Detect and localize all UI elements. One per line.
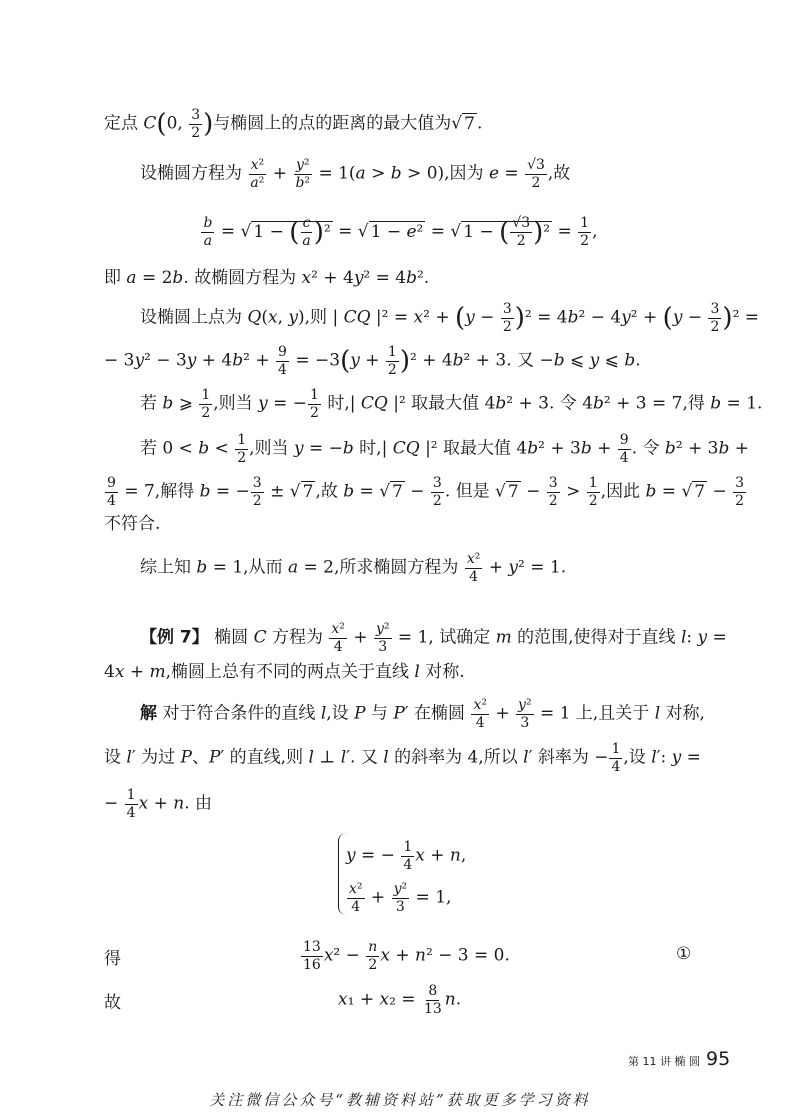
system-equation-2: $\frac{\text{x²}}{4}$ + $\frac{\text{y²}}{3}$ = 1, <box>349 881 452 915</box>
solution-label: 解 <box>140 703 157 724</box>
text-line-8: 若 0 < b < $\frac{1}{2}$ ,则当 y = −b 时,| CQ |² 取最大值 4b² + 3b + $\frac{9}{4}$ . 令 b² + 3b + <box>140 432 750 466</box>
example-7-statement: 【例 7】 椭圆 C 方程为 $\frac{\text{x²}}{4}$ + $\frac{\text{y²}}{3}$ = 1, 试确定 m 的范围,使得对于直线 l: y = <box>140 621 727 655</box>
text-line-4: 即 a = 2b. 故椭圆方程为 x² + 4y² = 4b². <box>104 268 430 288</box>
solution-line-1: 解 对于符合条件的直线 l,设 P 与 P′ 在椭圆 $\frac{\text{x²}}{4}$ + $\frac{\text{y²}}{3}$ = 1 上,且关于 l 对称, <box>140 697 705 731</box>
text-line-11: 综上知 b = 1,从而 a = 2,所求椭圆方程为 $\frac{\text{x²}}{4}$ + y² = 1. <box>140 551 567 585</box>
text-line-2: 设椭圆方程为 $\frac{\text{x²}}{\text{a²}}$ + $\frac{\text{y²}}{\text{b²}}$ = 1(a > b > 0),因为 e = $\frac{√3}{2}$ ,故 <box>140 157 571 191</box>
watermark-text: 关注微信公众号“教辅资料站”获取更多学习资料 <box>209 1091 591 1109</box>
solution-line-2: 设 l′ 为过 P、P′ 的直线,则 l ⊥ l′. 又 l 的斜率为 4,所以 l′ 斜率为 − $\frac{1}{4}$ ,设 l′: y = <box>104 741 701 775</box>
gu-label: 故 <box>104 993 121 1013</box>
text-line-6: − 3y² − 3y + 4b² + $\frac{9}{4}$ = −3(y + $\frac{1}{2}$ )² + 4b² + 3. 又 −b ⩽ y ⩽ b. <box>104 344 641 378</box>
text-line-7: 若 b ⩾ $\frac{1}{2}$ ,则当 y = − $\frac{1}{2}$ 时,| CQ |² 取最大值 4b² + 3. 令 4b² + 3 = 7,得 b = 1. <box>140 387 763 421</box>
equation-1: $\frac{13}{16}$ x² − $\frac{n}{2}$ x + n² − 3 = 0. <box>303 939 510 973</box>
equation-number-1: ① <box>676 944 692 964</box>
text-line-5: 设椭圆上点为 Q(x, y),则 | CQ |² = x² + (y − $\frac{3}{2}$ )² = 4b² − 4y² + (y − $\frac{3}{2}$ )² = <box>140 301 760 335</box>
text-line-10: 不符合. <box>104 514 161 534</box>
text-line-13: 4x + m,椭圆上总有不同的两点关于直线 l 对称. <box>104 662 465 682</box>
chapter-label: 第 11 讲 椭 圆 <box>628 1055 700 1068</box>
page-footer <box>628 1048 748 1070</box>
display-equation-ratio: $\frac{b}{a}$ = √ 1 − ( $\frac{c}{a}$ )² = √ 1 − e² = √ 1 − ( $\frac{√3}{2}$ )² = $\frac{1}{2}$ , <box>203 215 598 249</box>
text-line-9: $\frac{9}{4}$ = 7,解得 b = − $\frac{3}{2}$ ± √ 7 ,故 b = √ 7 − $\frac{3}{2}$ . 但是 √ 7 − $\frac{3}{2}$ > $\frac{1}{2}$ ,因此 b = √ 7 − $\frac{3}{2}$ <box>107 475 745 509</box>
solution-line-3: − $\frac{1}{4}$ x + n. 由 <box>104 787 212 821</box>
de-label: 得 <box>104 949 121 969</box>
equation-2: x₁ + x₂ = $\frac{8}{13}$ n. <box>338 983 462 1017</box>
system-equation-1: y = − $\frac{1}{4}$ x + n, <box>346 839 467 873</box>
example-label: 【例 7】 <box>140 627 209 648</box>
text-line-1: 定点 C(0, $\frac{3}{2}$ )与椭圆上的点的距离的最大值为√ 7 . <box>104 107 483 141</box>
page-number: 95 <box>705 1048 731 1070</box>
